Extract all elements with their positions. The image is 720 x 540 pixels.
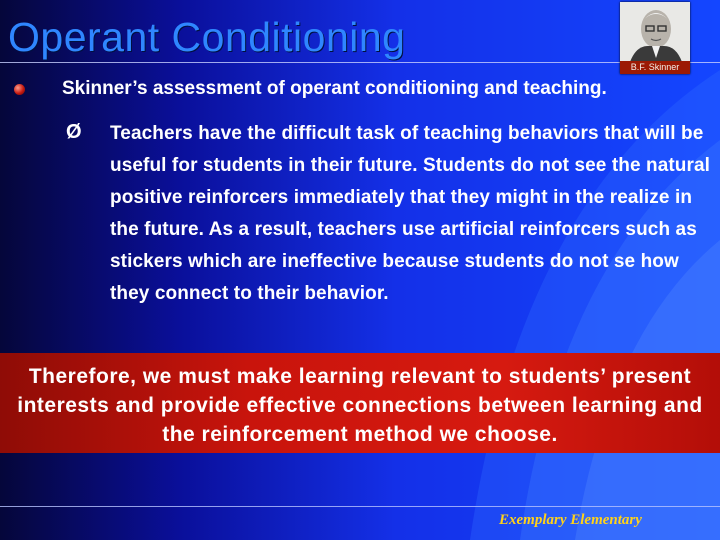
conclusion-text: Therefore, we must make learning relevant to students’ present interests and provide effective connections between learning and the reinforcement method we choose. <box>17 365 703 446</box>
footer-divider <box>0 506 720 507</box>
conclusion-banner <box>0 353 720 453</box>
bullet-icon <box>14 84 25 95</box>
slide-title: Operant Conditioning <box>8 14 406 60</box>
photo-caption: B.F. Skinner <box>620 61 690 74</box>
sub-bullet-text: Teachers have the difficult task of teaching behaviors that will be useful for students in their future. Students do not see the natural positive reinforcers immediately that they might in the realize in the future. As a result, teachers use artificial reinforcers such as stickers which are ineffective because students do not se how they connect to their behavior. <box>110 123 711 304</box>
title-divider <box>0 62 720 63</box>
footer-label: Exemplary Elementary <box>499 512 642 528</box>
portrait-icon <box>620 2 690 62</box>
main-bullet-text: Skinner’s assessment of operant conditioning and teaching. <box>62 78 607 99</box>
arrow-bullet-icon: Ø <box>66 121 82 143</box>
